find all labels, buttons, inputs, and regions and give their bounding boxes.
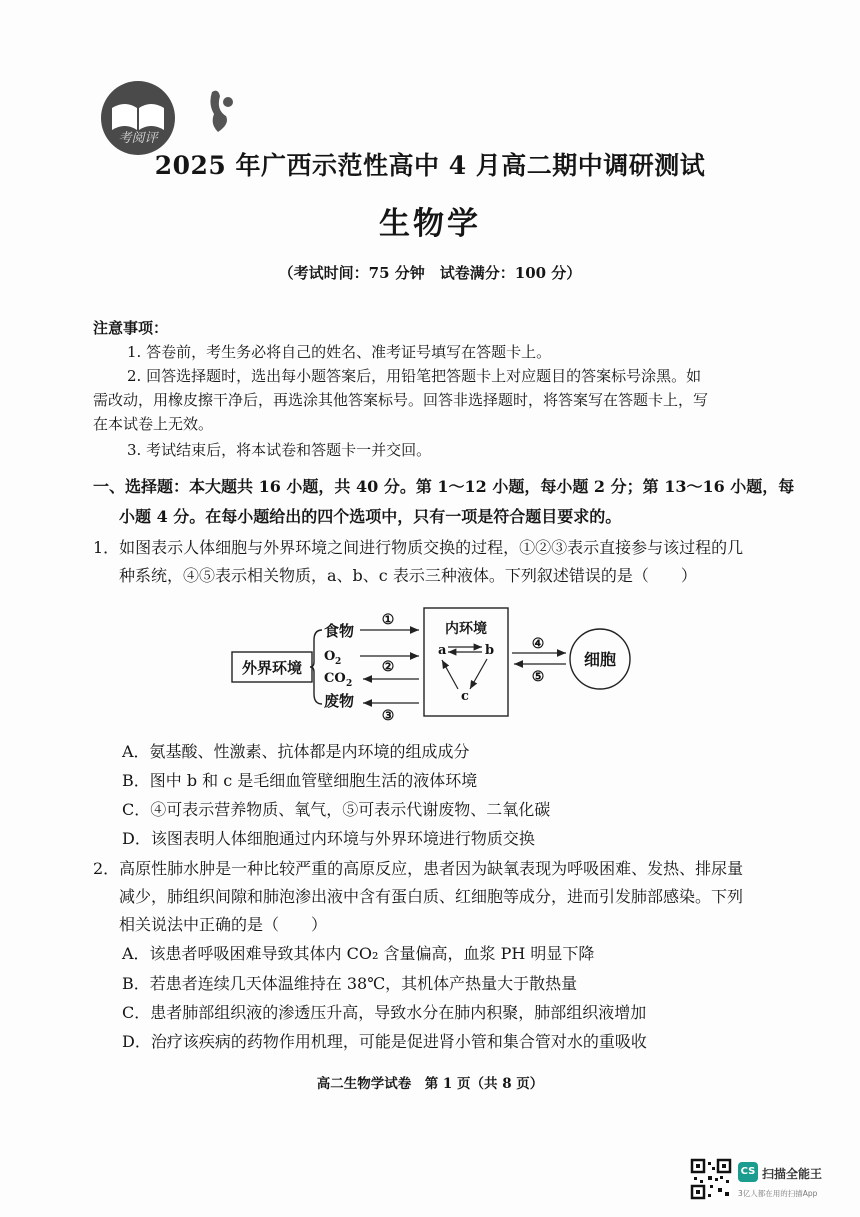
page-footer: 高二生物学试卷 第 1 页（共 8 页）	[316, 1076, 544, 1092]
q1-diagram	[230, 604, 650, 729]
q2-option-c: C．患者肺部组织液的渗透压升高，导致水分在肺内积聚，肺部组织液增加	[122, 1003, 647, 1022]
o2-subscript: 2	[335, 657, 342, 667]
watermark-subtext: 3亿人都在用的扫描App	[738, 1189, 818, 1198]
o2-label: O	[324, 649, 336, 664]
q2-stem-cont: 减少，肺组织间隙和肺泡渗出液中含有蛋白质、红细胞等成分，进而引发肺部感染。下列	[119, 887, 744, 906]
fluid-b: b	[485, 643, 495, 658]
system-2: ②	[381, 659, 395, 675]
notice-heading: 注意事项：	[93, 319, 169, 337]
q2-option-b: B．若患者连续几天体温维持在 38℃，其机体产热量大于散热量	[122, 974, 578, 993]
inner-env-label: 内环境	[445, 621, 487, 637]
q1-option-d: D．该图表明人体细胞通过内环境与外界环境进行物质交换	[122, 829, 535, 848]
q2-stem-end: 相关说法中正确的是（ ）	[119, 915, 328, 934]
section-heading-cont: 小题 4 分。在每小题给出的四个选项中，只有一项是符合题目要求的。	[119, 507, 622, 526]
q2-option-a: A．该患者呼吸困难导致其体内 CO₂ 含量偏高，血浆 PH 明显下降	[122, 944, 595, 963]
section-heading: 一、选择题：本大题共 16 小题，共 40 分。第 1～12 小题，每小题 2 分；第 13～16 小题，每	[93, 477, 795, 496]
q1-stem: 1．如图表示人体细胞与外界环境之间进行物质交换的过程，①②③表示直接参与该过程的几	[93, 538, 744, 557]
notice-item-2: 2. 回答选择题时，选出每小题答案后，用铅笔把答题卡上对应题目的答案标号涂黑。如	[127, 367, 702, 385]
substance-5: ⑤	[531, 669, 545, 685]
notice-item-2-cont: 需改动，用橡皮擦干净后，再选涂其他答案标号。回答非选择题时，将答案写在答题卡上，写	[93, 391, 709, 409]
logo-text: 考阅评	[118, 131, 158, 146]
waste-label: 废物	[324, 692, 355, 710]
fluid-a: a	[438, 643, 447, 658]
watermark-label: 扫描全能王	[762, 1167, 823, 1181]
co2-subscript: 2	[346, 679, 353, 689]
qr-code-icon	[690, 1158, 732, 1200]
co2-label: CO	[324, 671, 346, 686]
q2-stem: 2．高原性肺水肿是一种比较严重的高原反应，患者因为缺氧表现为呼吸困难、发热、排尿量	[93, 859, 744, 878]
subject-title: 生物学	[379, 206, 481, 242]
q2-option-d: D．治疗该疾病的药物作用机理，可能是促进肾小管和集合管对水的重吸收	[122, 1032, 647, 1051]
q1-option-a: A．氨基酸、性激素、抗体都是内环境的组成成分	[122, 742, 470, 761]
system-1: ①	[381, 612, 395, 628]
q1-option-c: C．④可表示营养物质、氧气，⑤可表示代谢废物、二氧化碳	[122, 800, 551, 819]
camscanner-badge-icon: CS	[738, 1162, 758, 1182]
q1-stem-cont: 种系统，④⑤表示相关物质，a、b、c 表示三种液体。下列叙述错误的是（ ）	[119, 566, 697, 585]
exam-title: 2025 年广西示范性高中 4 月高二期中调研测试	[154, 151, 706, 180]
notice-item-2-end: 在本试卷上无效。	[93, 415, 214, 433]
notice-item-3: 3. 考试结束后，将本试卷和答题卡一并交回。	[127, 441, 432, 459]
outer-env-label: 外界环境	[241, 659, 303, 677]
cell-label: 细胞	[583, 650, 617, 669]
system-3: ③	[381, 708, 395, 724]
fluid-c: c	[461, 689, 469, 704]
q1-option-b: B．图中 b 和 c 是毛细血管壁细胞生活的液体环境	[122, 771, 478, 790]
exam-info: （考试时间：75 分钟 试卷满分：100 分）	[278, 264, 582, 282]
food-label: 食物	[324, 622, 355, 640]
notice-item-1: 1. 答卷前，考生务必将自己的姓名、准考证号填写在答题卡上。	[127, 343, 552, 361]
substance-4: ④	[531, 636, 545, 652]
